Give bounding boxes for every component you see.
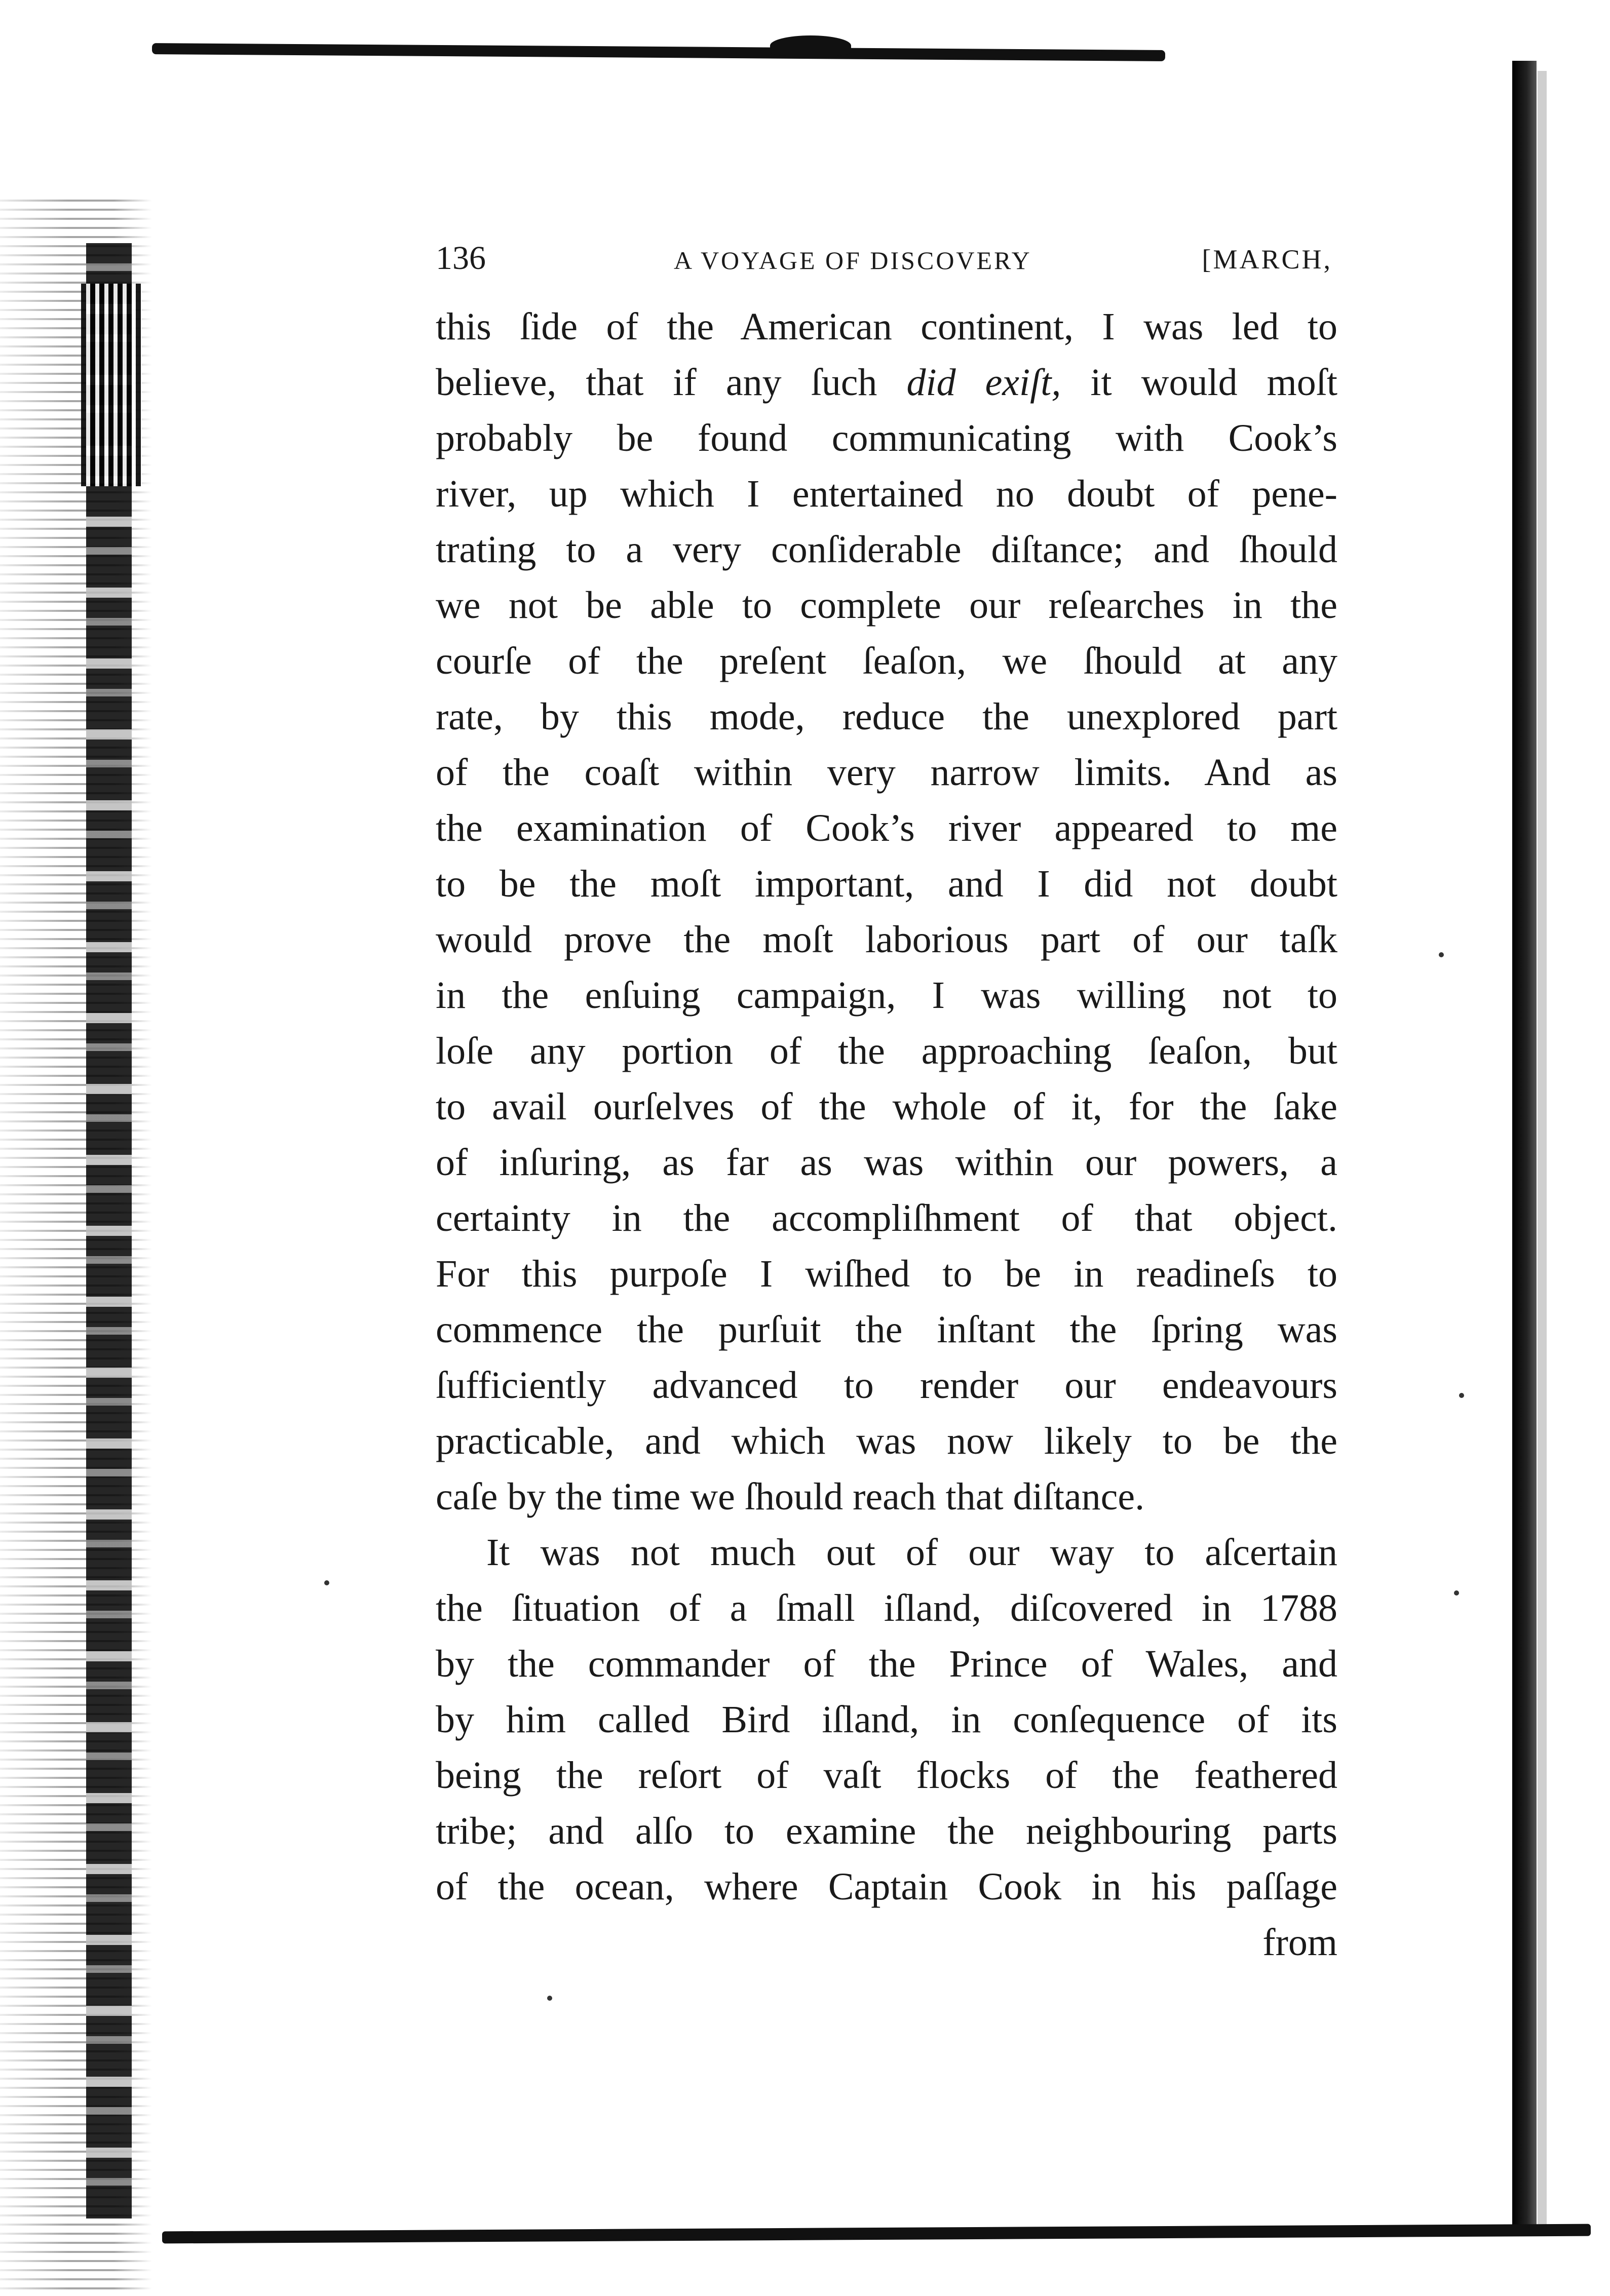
text-line: of inſuring, as far as was within our powers, a xyxy=(436,1141,1337,1184)
paragraph-start-line: It was not much out of our way to aſcertain xyxy=(486,1531,1337,1574)
top-border-blot xyxy=(770,35,851,56)
text-line: we not be able to complete our reſearches in the xyxy=(436,584,1337,627)
right-binding-shadow xyxy=(1512,61,1537,2229)
text-line: rate, by this mode, reduce the unexplored part xyxy=(436,695,1337,738)
text-line: loſe any portion of the approaching ſeaſon, but xyxy=(436,1030,1337,1072)
right-binding-edge xyxy=(1538,71,1547,2229)
text-line: by him called Bird iſland, in conſequence of its xyxy=(436,1698,1337,1741)
margin-speck xyxy=(1439,952,1444,957)
margin-speck xyxy=(1454,1590,1459,1595)
text-line: to be the moſt important, and I did not doubt xyxy=(436,863,1337,905)
text-line: trating to a very conſiderable diſtance; and ſhould xyxy=(436,528,1337,571)
catchword: from xyxy=(1262,1921,1337,1964)
text-line: certainty in the accompliſhment of that object. xyxy=(436,1197,1337,1239)
left-gutter-shadow xyxy=(86,243,132,2219)
section-marker: [MARCH, xyxy=(1202,244,1332,275)
page-number: 136 xyxy=(436,240,486,277)
text-line: courſe of the preſent ſeaſon, we ſhould at any xyxy=(436,640,1337,682)
text-line: by the commander of the Prince of Wales, and xyxy=(436,1643,1337,1685)
text-line: in the enſuing campaign, I was willing not to xyxy=(436,974,1337,1017)
text-line: caſe by the time we ſhould reach that diſtance. xyxy=(436,1475,1145,1518)
margin-speck xyxy=(547,1996,552,2001)
text-line: the ſituation of a ſmall iſland, diſcovered in 1788 xyxy=(436,1587,1337,1629)
text-line: ſufficiently advanced to render our endeavours xyxy=(436,1364,1337,1407)
text-line: this ſide of the American continent, I was led to xyxy=(436,305,1337,348)
text-line: For this purpoſe I wiſhed to be in readineſs to xyxy=(436,1253,1337,1295)
running-head: A VOYAGE OF DISCOVERY xyxy=(674,246,1032,275)
italic-phrase: did exiſt, xyxy=(906,361,1061,404)
page-header xyxy=(436,238,1332,279)
text-line: tribe; and alſo to examine the neighbouring parts xyxy=(436,1810,1337,1852)
text-line: river, up which I entertained no doubt of pene- xyxy=(436,473,1337,515)
body-text xyxy=(436,299,1337,1970)
text-line: to avail ourſelves of the whole of it, for the ſake xyxy=(436,1085,1337,1128)
text-line: commence the purſuit the inſtant the ſpring was xyxy=(436,1308,1337,1351)
text-line: believe, that if any ſuch did exiſt, it would moſt xyxy=(436,361,1337,404)
bottom-border-rule xyxy=(162,2224,1591,2244)
top-border-rule xyxy=(152,43,1165,61)
text-line: being the reſort of vaſt flocks of the feathered xyxy=(436,1754,1337,1797)
margin-speck xyxy=(1459,1393,1464,1398)
text-line: probably be found communicating with Cook’s xyxy=(436,417,1337,459)
left-gutter-speckle xyxy=(81,284,142,486)
text-line: of the ocean, where Captain Cook in his paſſage xyxy=(436,1865,1337,1908)
text-line: of the coaſt within very narrow limits. And as xyxy=(436,751,1337,794)
text-line: the examination of Cook’s river appeared to me xyxy=(436,807,1337,849)
margin-speck xyxy=(324,1580,329,1585)
text-line: practicable, and which was now likely to be the xyxy=(436,1420,1337,1462)
text-line: would prove the moſt laborious part of our taſk xyxy=(436,918,1337,961)
